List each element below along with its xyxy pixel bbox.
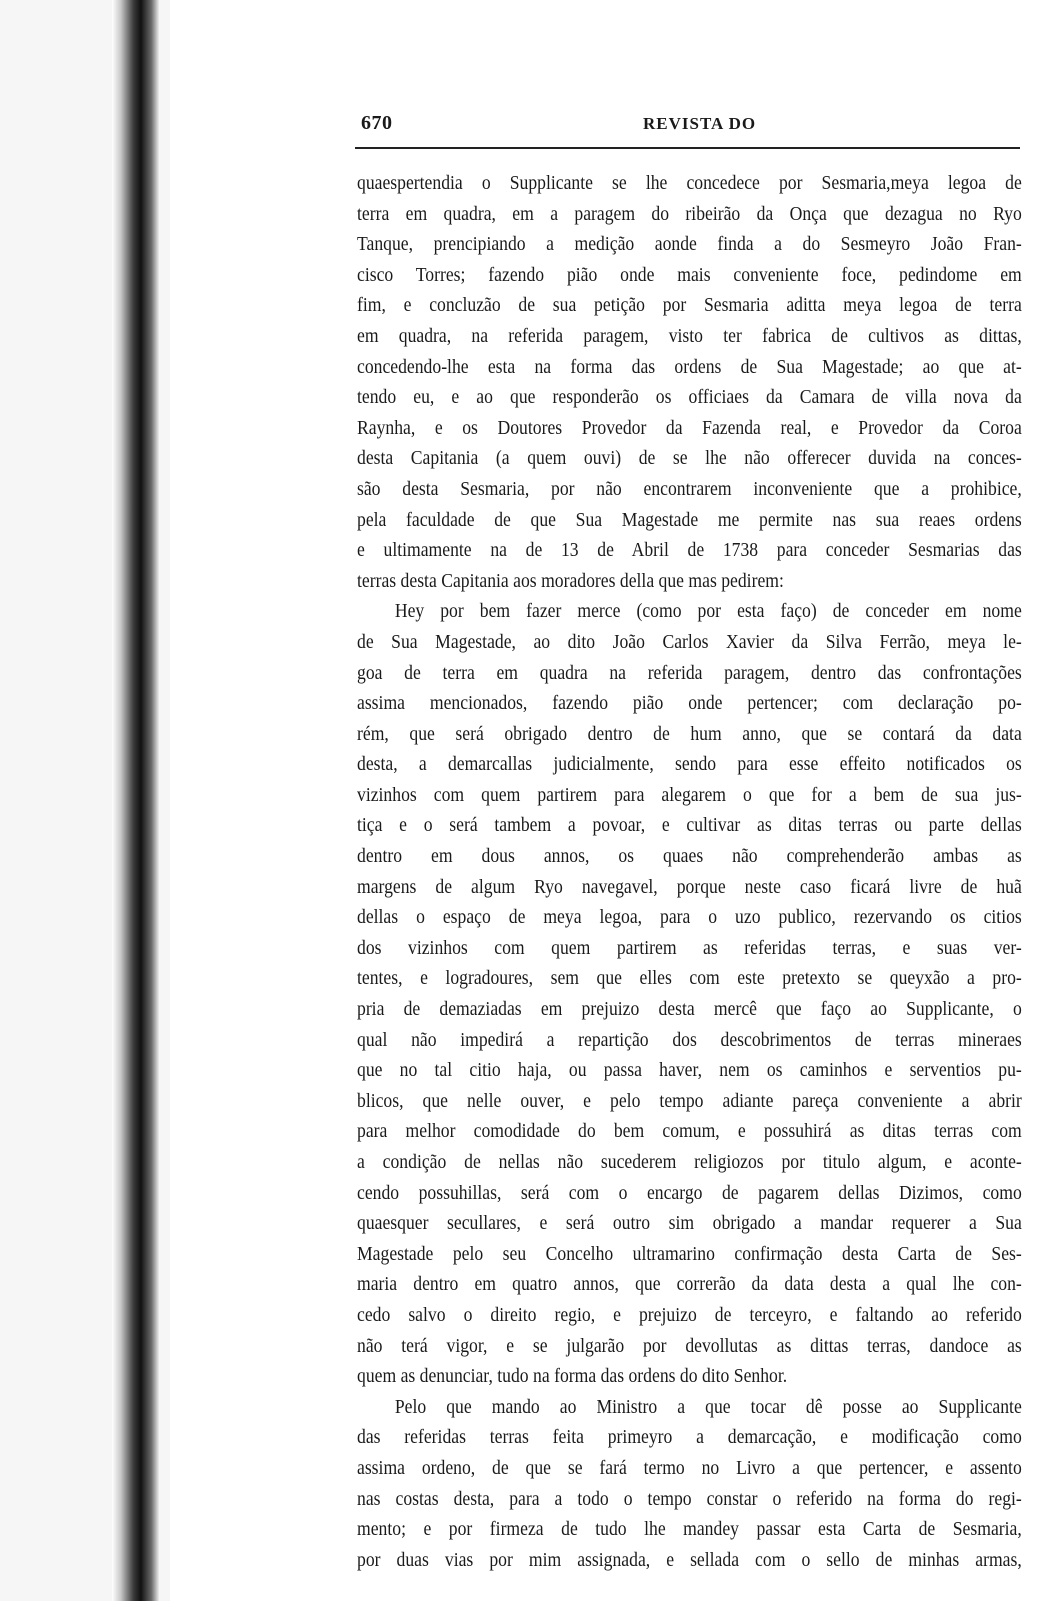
text-line: assima ordeno, de que se fará termo no Livro a que pertencer, e assento [357,1456,1022,1479]
text-line: qual não impedirá a repartição dos descobrimentos de terras mineraes [357,1028,1022,1051]
text-line: fim, e concluzão de sua petição por Sesmaria aditta meya legoa de terra [357,294,1022,317]
text-line: tiça e o será tambem a povoar, e cultivar as ditas terras ou parte dellas [357,814,1022,837]
text-line: terra em quadra, em a paragem do ribeirão da Onça que dezagua no Ryo [357,202,1022,225]
text-line: assima mencionados, fazendo pião onde pertencer; com declaração po- [357,692,1022,715]
text-line: das referidas terras feita primeyro a demarcação, e modificação como [357,1426,1022,1449]
text-line: nas costas desta, para a todo o tempo constar o referido na forma do regi- [357,1487,1022,1510]
text-line: são desta Sesmaria, por não encontrarem inconveniente que a prohibice, [357,477,1022,500]
text-line: de Sua Magestade, ao dito João Carlos Xavier da Silva Ferrão, meya le- [357,630,1022,653]
text-line: dos vizinhos com quem partirem as referidas terras, e suas ver- [357,936,1022,959]
text-line: pria de demaziadas em prejuizo desta mercê que faço ao Supplicante, o [357,998,1022,1021]
book-page [355,0,1025,1601]
text-line: blicos, que nelle ouver, e pelo tempo adiante pareça conveniente a abrir [357,1089,1022,1112]
paragraph-start-line: Pelo que mando ao Ministro a que tocar dê posse ao Supplicante [394,1395,1022,1418]
text-line: e ultimamente na de 13 de Abril de 1738 para conceder Sesmarias das [357,539,1022,562]
text-line: cisco Torres; fazendo pião onde mais conveniente foce, pedindome em [357,263,1022,286]
text-line: a condição de nellas não sucederem religiozos por titulo algum, e aconte- [357,1151,1022,1173]
text-line: mento; e por firmeza de tudo lhe mandey passar esta Carta de Sesmaria, [357,1518,1022,1541]
text-line: pela faculdade de que Sua Magestade me permite nas sua reaes ordens [357,508,1022,531]
text-line: goa de terra em quadra na referida paragem, dentro das confrontações [357,661,1022,684]
text-line: Magestade pelo seu Concelho ultramarino confirmação desta Carta de Ses- [357,1242,1022,1265]
text-line: quaesquer secullares, e será outro sim obrigado a mandar requerer a Sua [357,1212,1022,1235]
text-line: não terá vigor, e se julgarão por devollutas as dittas terras, dandoce as [357,1334,1022,1357]
text-line: Tanque, prencipiando a medição aonde finda a do Sesmeyro João Fran- [357,233,1022,256]
text-line: terras desta Capitania aos moradores della que mas pedirem: [357,569,784,592]
text-line: maria dentro em quatro annos, que correrão da data desta a qual lhe con- [357,1273,1022,1296]
book-spine-gutter [112,0,160,1601]
text-line: desta Capitania (a quem ouvi) de se lhe não offerecer duvida na conces- [357,447,1022,470]
text-line: dellas o espaço de meya legoa, para o uzo publico, rezervando os citios [357,906,1022,929]
text-line: concedendo-lhe esta na forma das ordens de Sua Magestade; ao que at- [357,355,1022,378]
text-line: que no tal citio haja, ou passa haver, nem os caminhos e serventios pu- [357,1059,1022,1082]
text-line: por duas vias por mim assignada, e sellada com o sello de minhas armas, [357,1548,1022,1571]
body-text [357,168,1022,1575]
text-line: cendo possuhillas, será com o encargo de pagarem dellas Dizimos, como [357,1181,1022,1204]
text-line: para melhor comodidade do bem comum, e possuhirá as ditas terras com [357,1120,1022,1143]
text-line: tentes, e logradoures, sem que elles com este pretexto se queyxão a pro- [357,967,1022,990]
page-header [355,112,1025,142]
text-line: Raynha, e os Doutores Provedor da Fazenda real, e Provedor da Coroa [357,416,1022,439]
text-line: cedo salvo o direito regio, e prejuizo de terceyro, e faltando ao referido [357,1303,1022,1326]
text-line: rém, que será obrigado dentro de hum anno, que se contará da data [357,722,1022,745]
text-line: dentro em dous annos, os quaes não comprehenderão ambas as [357,845,1022,868]
text-line: margens de algum Ryo navegavel, porque neste caso ficará livre de huã [357,875,1022,898]
text-line: vizinhos com quem partirem para alegarem o que for a bem de sua jus- [357,783,1022,806]
text-line: desta, a demarcallas judicialmente, sendo para esse effeito notificados os [357,753,1022,776]
running-title: REVISTA DO [643,114,757,133]
page-number: 670 [361,112,393,134]
text-line: quaespertendia o Supplicante se lhe concedece por Sesmaria,meya legoa de [357,172,1022,194]
text-line: quem as denunciar, tudo na forma das ordens do dito Senhor. [357,1365,788,1388]
header-rule [355,147,1020,149]
text-line: em quadra, na referida paragem, visto ter fabrica de cultivos as dittas, [357,324,1022,347]
text-line: tendo eu, e ao que responderão os officiaes da Camara de villa nova da [357,386,1022,409]
paragraph-start-line: Hey por bem fazer merce (como por esta faço) de conceder em nome [394,600,1022,623]
